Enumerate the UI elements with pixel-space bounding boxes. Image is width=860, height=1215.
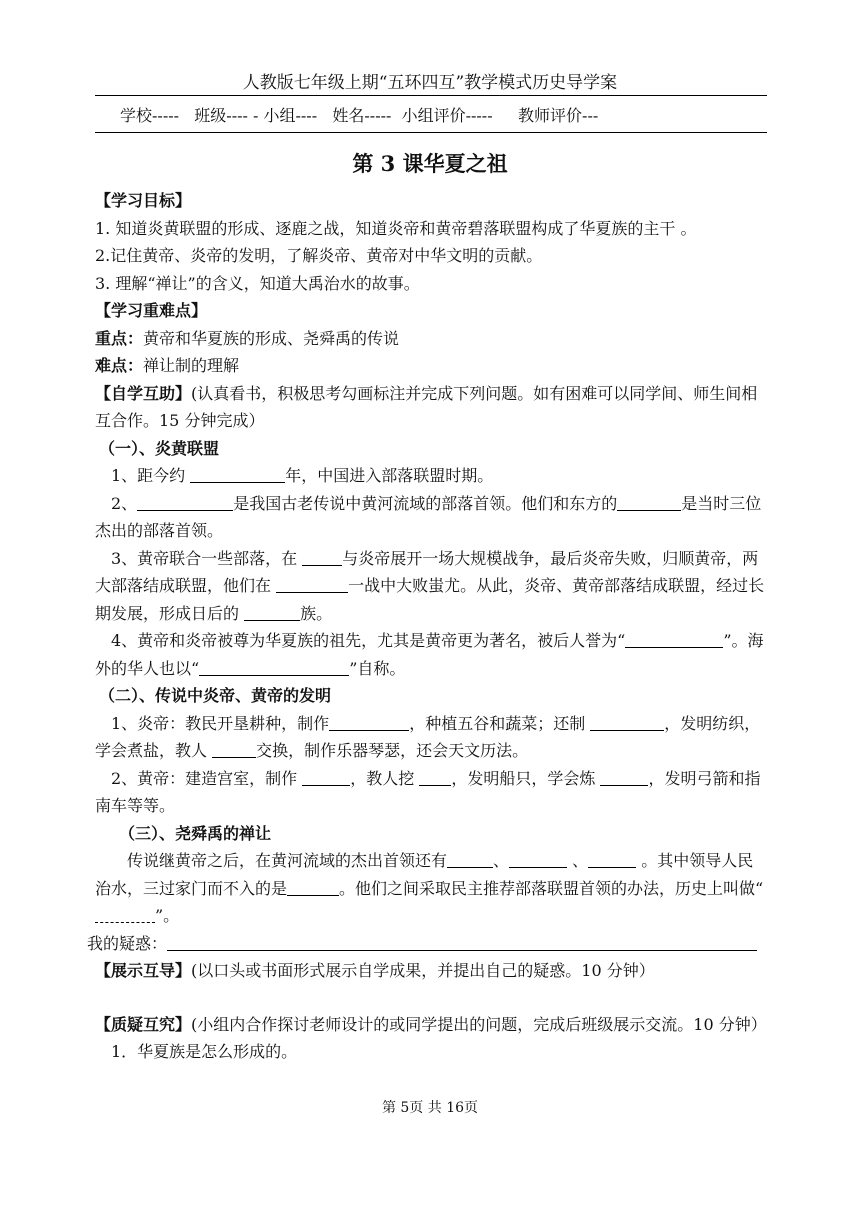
difficulty-label: 难点： [95, 356, 144, 375]
section-1-heading: （一）、炎黄联盟 [99, 438, 220, 458]
info-divider [95, 132, 767, 133]
section-1-question-3: 3、黄帝联合一些部落，在 与炎帝展开一场大规模战争，最后炎帝失败，归顺黄帝，两大部落结成联盟，他们在 一战中大败蚩尤。从此，炎帝、黄帝部落结成联盟，经过长期发展，形成日后的 族。 [95, 548, 765, 623]
doubt-label: 我的疑惑： [87, 933, 168, 953]
key-point-line [95, 325, 767, 353]
answer-blank[interactable] [302, 767, 350, 786]
key-label: 重点： [95, 328, 144, 348]
spacer [95, 985, 767, 1011]
self-study-block [95, 380, 767, 435]
answer-blank[interactable] [302, 547, 342, 566]
section-2-question-2: 2、黄帝：建造宫室，制作 ，教人挖 ，发明船只，学会炼 ，发明弓箭和指南车等等。 [95, 768, 761, 815]
answer-blank[interactable] [588, 849, 636, 868]
display-block [95, 957, 767, 985]
section-1-question-4: 4、黄帝和炎帝被尊为华夏族的祖先，尤其是黄帝更为著名，被后人誉为“ ”。海外的华人也以“ ”自称。 [95, 631, 764, 678]
display-heading: 【展示互导】 [95, 961, 192, 980]
display-text: (以口头或书面形式展示自学成果，并提出自己的疑惑。10 分钟） [191, 961, 655, 980]
answer-blank[interactable] [212, 739, 256, 758]
worksheet-content [87, 187, 767, 1066]
self-study-heading: 【自学互助】 [95, 383, 192, 403]
inquiry-text: (小组内合作探讨老师设计的或同学提出的问题，完成后班级展示交流。10 分钟） [191, 1014, 767, 1034]
objectives-heading: 【学习目标】 [95, 191, 192, 210]
key-points-heading: 【学习重难点】 [95, 301, 208, 320]
answer-blank[interactable] [590, 712, 664, 731]
answer-blank[interactable] [329, 712, 409, 731]
answer-blank[interactable] [276, 574, 348, 593]
answer-blank[interactable] [617, 492, 681, 511]
answer-blank[interactable] [190, 464, 285, 483]
inquiry-question-1: 1．华夏族是怎么形成的。 [111, 1042, 298, 1061]
answer-blank[interactable] [509, 849, 567, 868]
my-doubt-line [87, 930, 767, 958]
objective-2: 2.记住黄帝、炎帝的发明，了解炎帝、黄帝对中华文明的贡献。 [95, 246, 543, 265]
inquiry-block [95, 1011, 767, 1039]
answer-blank[interactable] [447, 849, 493, 868]
page-number: 第 5页 共 16页 [381, 1100, 479, 1116]
section-1-question-1: 1、距今约 年，中国进入部落联盟时期。 [111, 466, 494, 485]
answer-blank[interactable] [199, 657, 349, 676]
objective-3: 3. 理解“禅让”的含义，知道大禹治水的故事。 [95, 273, 420, 293]
lesson-title: 第 3 课华夏之祖 [352, 151, 508, 176]
section-2-heading: （二）、传说中炎帝、黄帝的发明 [99, 686, 332, 705]
section-2-question-1: 1、炎帝：教民开垦耕种，制作 ，种植五谷和蔬菜；还制 ，发明纺织，学会煮盐，教人 交换，制作乐器琴瑟，还会天文历法。 [95, 713, 761, 760]
key-text: 黄帝和华夏族的形成、尧舜禹的传说 [143, 328, 400, 348]
header-divider [95, 95, 767, 96]
answer-blank[interactable] [95, 904, 155, 923]
answer-blank[interactable] [244, 602, 300, 621]
section-1-question-2: 2、 是我国古老传说中黄河流域的部落首领。他们和东方的 是当时三位杰出的部落首领。 [95, 493, 762, 540]
difficulty-text: 禅让制的理解 [143, 356, 240, 375]
doubt-blank[interactable] [167, 932, 757, 951]
difficulty-line [95, 352, 767, 380]
header-title: 人教版七年级上期“五环四互”教学模式历史导学案 [242, 73, 618, 93]
objective-1: 1. 知道炎黄联盟的形成、逐鹿之战，知道炎帝和黄帝碧落联盟构成了华夏族的主干 。 [95, 218, 697, 238]
answer-blank[interactable] [600, 767, 648, 786]
self-study-instruction: (认真看书，积极思考勾画标注并完成下列问题。如有困难可以同学间、师生间相互合作。15 分钟完成） [95, 383, 758, 430]
student-info-row: 学校----- 班级---- - 小组---- 姓名----- 小组评价----- 教师评价--- [120, 106, 599, 125]
inquiry-heading: 【质疑互究】 [95, 1014, 192, 1034]
answer-blank[interactable] [137, 492, 233, 511]
answer-blank[interactable] [625, 629, 723, 648]
answer-blank[interactable] [419, 767, 451, 786]
section-3-paragraph: 传说继黄帝之后，在黄河流域的杰出首领还有 、 、 。其中领导人民治水，三过家门而不入的是 。他们之间采取民主推荐部落联盟首领的办法，历史上叫做“”。 [95, 851, 764, 925]
answer-blank[interactable] [287, 877, 339, 896]
section-3-heading: （三）、尧舜禹的禅让 [119, 823, 272, 843]
